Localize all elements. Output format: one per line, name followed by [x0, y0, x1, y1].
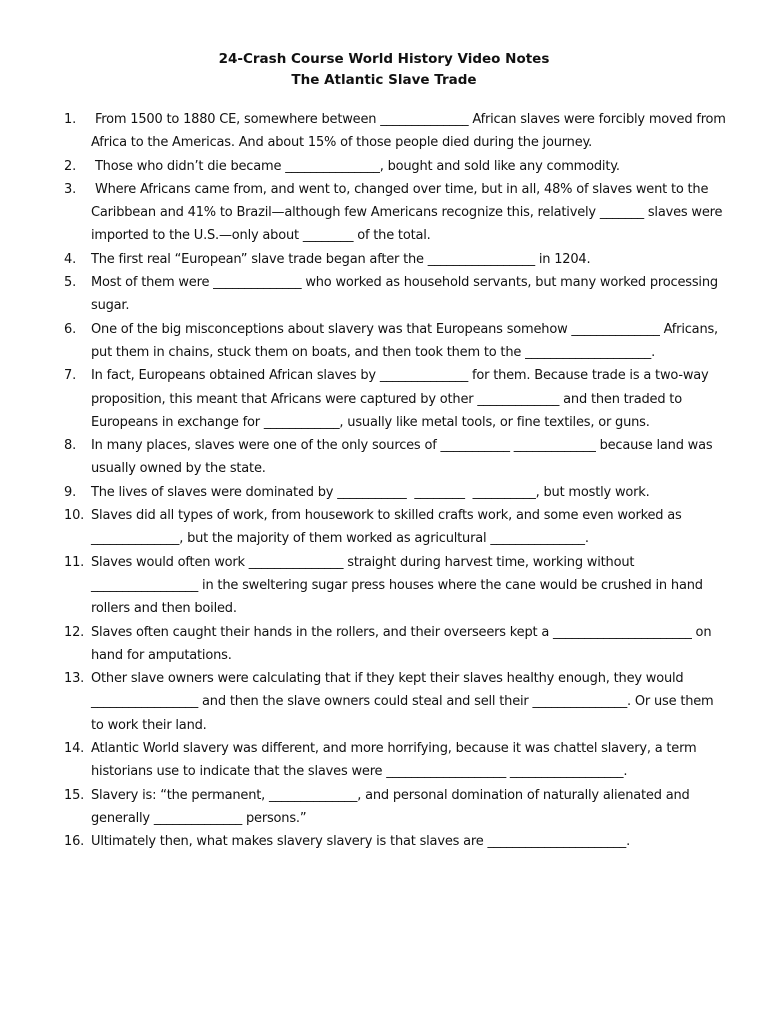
question-text: From 1500 to 1880 CE, somewhere between ______________ African slaves were forcibly moved from Africa to the Americas. And about 15% of those people died during the journey. [91, 112, 730, 151]
question-item [64, 621, 728, 668]
question-number: 16. [64, 834, 85, 850]
question-text: Other slave owners were calculating that if they kept their slaves healthy enough, they would _________________ and then the slave owners could steal and sell their _______________. Or use them to work their land. [91, 671, 718, 733]
question-text: Slavery is: “the permanent, ______________, and personal domination of naturally alienated and generally ______________ persons.” [91, 787, 694, 826]
question-item [64, 108, 728, 155]
question-number: 3. [64, 181, 77, 197]
question-item [64, 318, 728, 365]
question-number: 12. [64, 624, 85, 640]
question-text: Slaves often caught their hands in the rollers, and their overseers kept a ______________________ on hand for amputations. [91, 624, 716, 663]
question-number: 5. [64, 275, 77, 291]
question-text: Where Africans came from, and went to, changed over time, but in all, 48% of slaves went to the Caribbean and 41% to Brazil—although few Americans recognize this, relatively _______ slaves were imported to the U.S.—only about ________ of the total. [91, 181, 727, 244]
question-number: 4. [64, 251, 77, 267]
question-number: 14. [64, 741, 85, 757]
question-text: Most of them were ______________ who worked as household servants, but many worked processing sugar. [91, 275, 722, 314]
question-text: Slaves did all types of work, from housework to skilled crafts work, and some even worked as ______________, but the majority of them worked as agricultural _______________. [91, 508, 686, 547]
question-text: In fact, Europeans obtained African slaves by ______________ for them. Because trade is a two-way proposition, this meant that Africans were captured by other _____________ and then traded to Europeans in exchange for ____________, usually like metal tools, or fine textiles, or guns. [91, 368, 713, 430]
question-number: 2. [64, 158, 77, 174]
page-title: 24-Crash Course World History Video Notes [218, 51, 550, 67]
question-item [64, 155, 728, 178]
question-text: The first real “European” slave trade began after the _________________ in 1204. [91, 251, 591, 267]
question-number: 8. [64, 438, 77, 454]
question-number: 7. [64, 368, 77, 384]
question-number: 1. [64, 112, 77, 127]
question-list [64, 108, 728, 854]
question-number: 11. [64, 554, 85, 570]
question-text: In many places, slaves were one of the only sources of ___________ _____________ because land was usually owned by the state. [91, 438, 717, 477]
question-item [64, 551, 728, 621]
question-number: 10. [64, 508, 85, 524]
question-number: 9. [64, 484, 77, 500]
question-item [64, 271, 728, 318]
question-text: Atlantic World slavery was different, and more horrifying, because it was chattel slavery, a term historians use to indicate that the slaves were ___________________ __________________. [91, 741, 701, 780]
question-item [64, 667, 728, 737]
question-text: The lives of slaves were dominated by ___________ ________ __________, but mostly work. [91, 484, 650, 500]
question-number: 13. [64, 671, 85, 687]
question-text: One of the big misconceptions about slavery was that Europeans somehow ______________ Africans, put them in chains, stuck them on boats, and then took them to the ____________________. [91, 321, 722, 360]
question-text: Slaves would often work _______________ straight during harvest time, working without _________________ in the sweltering sugar press houses where the cane would be crushed in hand rollers and then boiled. [91, 554, 707, 617]
question-item [64, 504, 728, 551]
question-item [64, 830, 728, 853]
question-item [64, 248, 728, 271]
question-text: Ultimately then, what makes slavery slavery is that slaves are ______________________. [91, 834, 631, 850]
question-item [64, 737, 728, 784]
question-item [64, 481, 728, 504]
question-number: 6. [64, 321, 77, 337]
question-text: Those who didn’t die became _______________, bought and sold like any commodity. [91, 158, 620, 174]
question-item [64, 434, 728, 481]
page-subtitle: The Atlantic Slave Trade [291, 72, 477, 88]
question-item [64, 784, 728, 831]
question-number: 15. [64, 787, 85, 803]
question-item [64, 364, 728, 434]
question-item [64, 178, 728, 248]
